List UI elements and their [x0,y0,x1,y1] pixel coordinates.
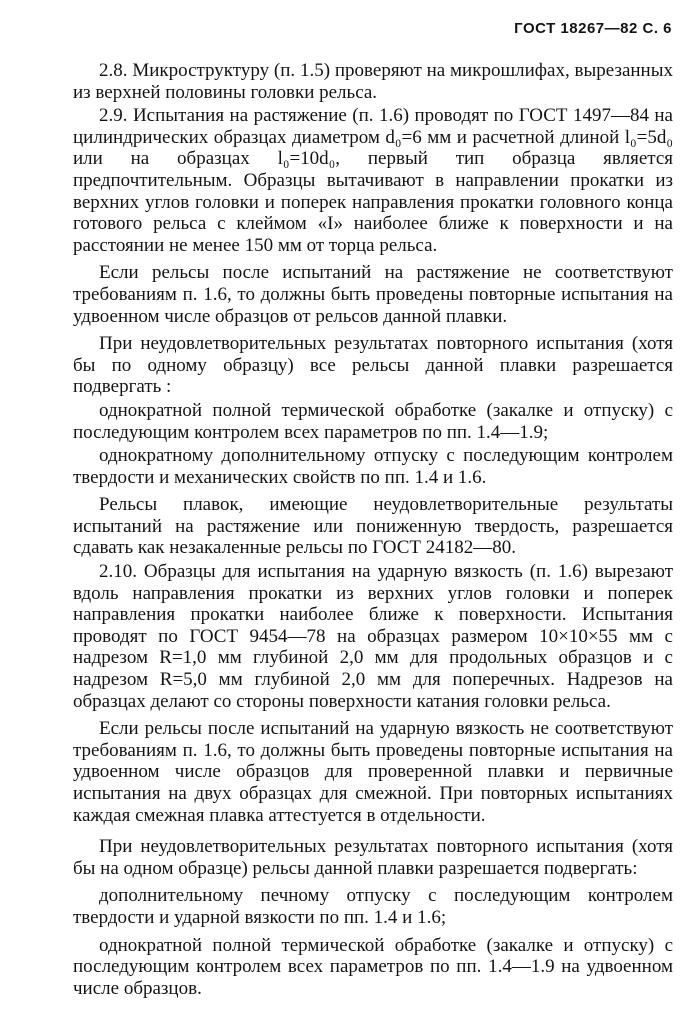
paragraph: Рельсы плавок, имеющие неудовлетворительные результаты испытаний на растяжение или пониженную твердость, разрешается сдавать как незакаленные рельсы по ГОСТ 24182—80. [73,494,673,559]
list-item: однократной полной термической обработке (закалке и отпуску) с последующим контролем всех параметров по пп. 1.4—1.9; [73,399,673,443]
body-text [73,60,673,1001]
paragraph: Если рельсы после испытаний на растяжение не соответствуют требованиям п. 1.6, то должны быть проведены повторные испытания на удвоенном числе образцов от рельсов данной плавки. [73,262,673,327]
paragraph-2-8: 2.8. Микроструктуру (п. 1.5) проверяют на микрошлифах, вырезанных из верхней половины головки рельса. [73,60,673,103]
list-item: дополнительному печному отпуску с последующим контролем твердости и ударной вязкости по пп. 1.4 и 1.6; [73,885,673,928]
paragraph-2-10: 2.10. Образцы для испытания на ударную вязкость (п. 1.6) вырезают вдоль направления прокатки из верхних углов головки и поперек направления прокатки наиболее ближе к поверхности. Испытания проводят по ГОСТ 9454—78 на образцах размером 10×10×55 мм с надрезом R=1,0 мм глубиной 2,0 мм для продольных образцов и с надрезом R=5,0 мм глубиной 2,0 мм для поперечных. Надрезов на образцах делают со стороны поверхности катания головки рельса. [73,561,673,712]
list-item: однократному дополнительному отпуску с последующим контролем твердости и механических свойств по пп. 1.4 и 1.6. [73,445,673,488]
paragraph: При неудовлетворительных результатах повторного испытания (хотя бы по одному образцу) все рельсы данной плавки разрешается подвергать : [73,333,673,398]
list-item: однократной полной термической обработке (закалке и отпуску) с последующим контролем всех параметров по пп. 1.4—1.9 на удвоенном числе образцов. [73,934,673,999]
paragraph: При неудовлетворительных результатах повторного испытания (хотя бы на одном образце) рельсы данной плавки разрешается подвергать: [73,836,673,879]
paragraph-2-9: 2.9. Испытания на растяжение (п. 1.6) проводят по ГОСТ 1497—84 на цилиндрических образцах диаметром d₀=6 мм и расчетной длиной l₀=5d₀ или на образцах l₀=10d₀, первый тип образца является предпочтительным. Образцы вытачивают в направлении прокатки из верхних углов головки и поперек направления прокатки головного конца готового рельса с клеймом «I» наиболее ближе к поверхности и на расстоянии не менее 150 мм от торца рельса. [73,105,673,256]
page-header: ГОСТ 18267—82 С. 6 [514,20,672,37]
paragraph: Если рельсы после испытаний на ударную вязкость не соответствуют требованиям п. 1.6, то должны быть проведены повторные испытания на удвоенном числе образцов для проверенной плавки и первичные испытания на двух образцах для смежной. При повторных испытаниях каждая смежная плавка аттестуется в отдельности. [73,718,673,826]
